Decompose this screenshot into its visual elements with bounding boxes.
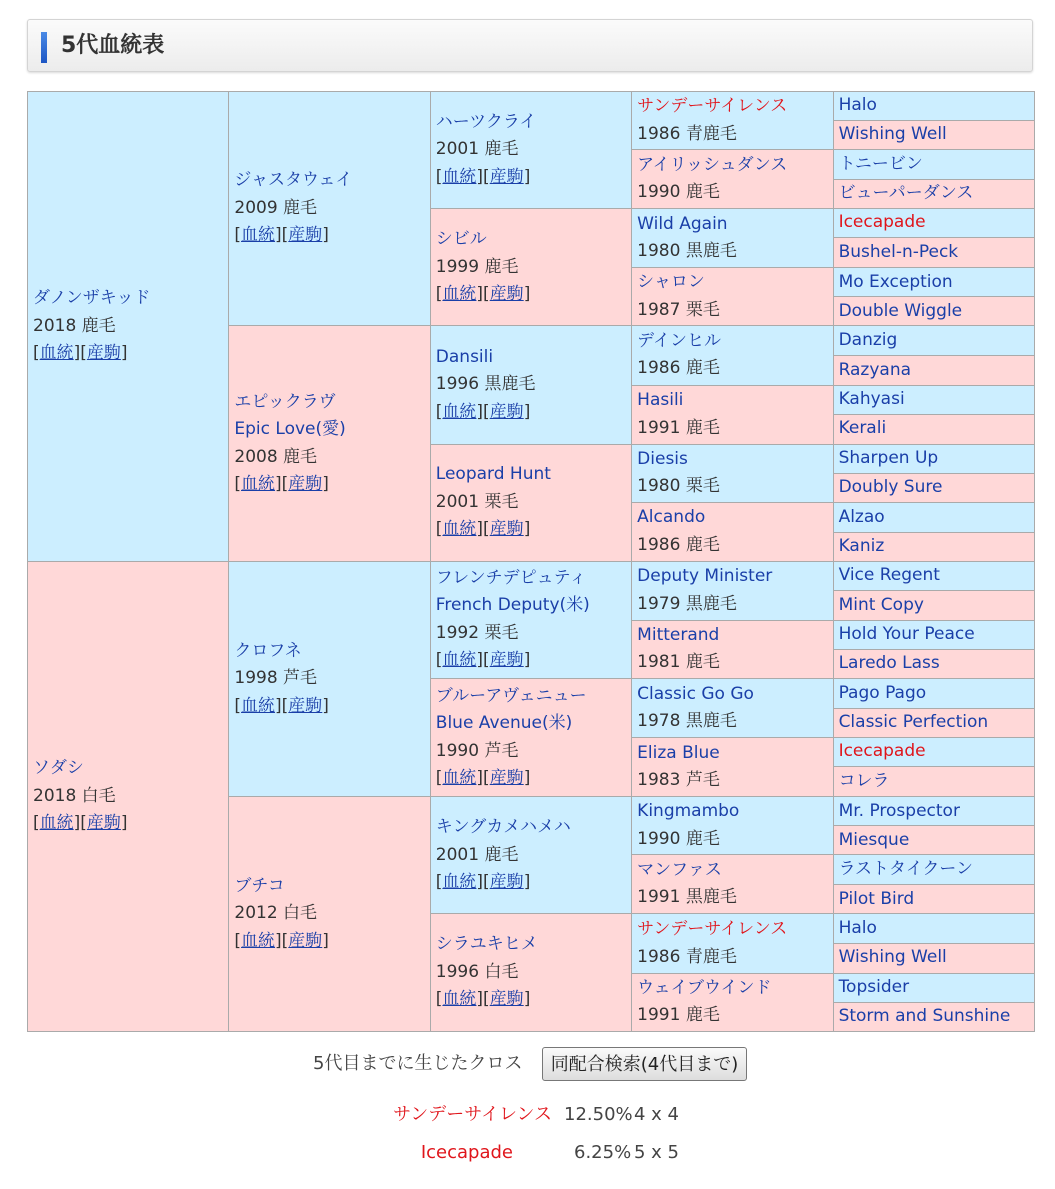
cross-percent: 12.50%	[564, 1104, 633, 1125]
horse-cell-gen5	[833, 92, 1034, 121]
horse-name-link[interactable]: Alcando	[637, 507, 706, 528]
horse-cell-gen5	[833, 973, 1034, 1002]
horse-cell-gen4	[632, 738, 833, 797]
horse-name-link[interactable]: ビューパーダンス	[838, 183, 974, 204]
horse-name-link[interactable]: Halo	[838, 917, 877, 938]
horse-name-link[interactable]: Topsider	[838, 976, 910, 997]
horse-name-link[interactable]: Sharpen Up	[838, 447, 939, 468]
horse-cell-gen1	[28, 92, 229, 562]
horse-cell-gen4	[632, 914, 833, 973]
offspring-link[interactable]: 産駒	[489, 519, 524, 540]
cross-item-1	[300, 1103, 552, 1127]
horse-links: [血統][産駒]	[435, 650, 531, 671]
horse-links: [血統][産駒]	[33, 343, 128, 364]
horse-cell-gen3	[430, 92, 631, 209]
horse-cell-gen4	[632, 973, 833, 1031]
horse-birth-coat: 1992 栗毛	[435, 622, 519, 643]
header-accent-bar	[41, 32, 47, 63]
pedigree-link[interactable]: 血統	[442, 401, 477, 422]
horse-cell-gen4	[632, 797, 833, 855]
horse-cell-gen4	[632, 502, 833, 561]
horse-cell-gen4	[632, 92, 833, 150]
horse-links: [血統][産駒]	[234, 474, 329, 495]
horse-birth-coat: 2008 鹿毛	[234, 446, 318, 467]
horse-name-link[interactable]: サンデーサイレンス	[637, 96, 788, 117]
horse-birth-coat: 1998 芦毛	[234, 668, 318, 689]
horse-cell-gen5	[833, 914, 1034, 943]
horse-cell-gen2	[229, 92, 430, 326]
horse-name-link[interactable]: トニービン	[838, 153, 923, 174]
horse-cell-gen5	[833, 297, 1034, 326]
horse-cell-gen2	[229, 797, 430, 1032]
horse-name-link[interactable]: ラストタイクーン	[838, 859, 974, 880]
horse-cell-gen5	[833, 238, 1034, 268]
horse-cell-gen4	[632, 326, 833, 385]
horse-links: [血統][産駒]	[33, 813, 128, 834]
horse-birth-coat: 1990 鹿毛	[637, 828, 720, 849]
horse-birth-coat: 1991 鹿毛	[637, 417, 720, 438]
horse-cell-gen3	[430, 914, 631, 1032]
cross-label: 5代目までに生じたクロス	[313, 1053, 523, 1074]
horse-cell-gen5	[833, 709, 1034, 738]
horse-birth-coat: 2001 鹿毛	[435, 139, 519, 160]
horse-name-link[interactable]: Hasili	[637, 390, 684, 411]
horse-cell-gen3	[430, 326, 631, 444]
horse-birth-coat: 1986 鹿毛	[637, 358, 720, 379]
horse-birth-coat: 1986 青鹿毛	[637, 123, 737, 144]
horse-name-link[interactable]: Danzig	[838, 330, 898, 351]
horse-birth-coat: 2012 白毛	[234, 903, 318, 924]
pedigree-row	[28, 561, 1035, 590]
horse-cell-gen5	[833, 590, 1034, 620]
horse-cell-gen4	[632, 620, 833, 678]
offspring-link[interactable]: 産駒	[489, 989, 524, 1010]
horse-name-link[interactable]: アイリッシュダンス	[637, 154, 788, 175]
horse-cell-gen4	[632, 444, 833, 502]
horse-name-link[interactable]: Double Wiggle	[838, 300, 963, 321]
horse-cell-gen5	[833, 268, 1034, 297]
horse-cell-gen5	[833, 885, 1034, 914]
offspring-link[interactable]: 産駒	[489, 872, 524, 893]
horse-name-link[interactable]: ウェイブウインド	[637, 977, 772, 998]
horse-cell-gen5	[833, 356, 1034, 385]
horse-cell-gen5	[833, 620, 1034, 649]
horse-cell-gen5	[833, 414, 1034, 444]
horse-links: [血統][産駒]	[234, 225, 329, 246]
horse-name-link[interactable]: Kingmambo	[637, 801, 740, 822]
horse-alt-name-link[interactable]: French Deputy(米)	[435, 595, 590, 616]
horse-alt-name-link[interactable]: Epic Love(愛)	[234, 419, 346, 440]
pedigree-link[interactable]: 血統	[442, 989, 477, 1010]
horse-name-link[interactable]: コレラ	[838, 770, 890, 791]
horse-name-link[interactable]: Mr. Prospector	[838, 800, 960, 821]
horse-name-link[interactable]: フレンチデピュティ	[435, 567, 587, 588]
horse-birth-coat: 1991 鹿毛	[637, 1005, 720, 1026]
pedigree-link[interactable]: 血統	[442, 519, 477, 540]
horse-birth-coat: 1996 白毛	[435, 961, 519, 982]
horse-birth-coat: 2001 栗毛	[435, 491, 519, 512]
horse-cell-gen5	[833, 649, 1034, 678]
horse-cell-gen5	[833, 121, 1034, 150]
pedigree-link[interactable]: 血統	[442, 166, 477, 187]
horse-cell-gen5	[833, 209, 1034, 238]
horse-name-link[interactable]: ダノンザキッド	[33, 288, 151, 309]
horse-name-link[interactable]: Pago Pago	[838, 682, 927, 703]
horse-name-link[interactable]: Wishing Well	[838, 947, 947, 968]
horse-cell-gen5	[833, 326, 1034, 356]
horse-birth-coat: 2001 鹿毛	[435, 844, 519, 865]
horse-name-link[interactable]: クロフネ	[234, 640, 302, 661]
horse-cell-gen3	[430, 679, 631, 797]
horse-cell-gen5	[833, 855, 1034, 885]
horse-birth-coat: 1999 鹿毛	[435, 256, 519, 277]
horse-name-link[interactable]: Classic Go Go	[637, 683, 754, 704]
pedigree-link[interactable]: 血統	[442, 650, 477, 671]
pedigree-link[interactable]: 血統	[241, 695, 276, 716]
offspring-link[interactable]: 産駒	[86, 813, 121, 834]
horse-cell-gen5	[833, 473, 1034, 502]
horse-links: [血統][産駒]	[435, 166, 531, 187]
horse-name-link[interactable]: Kaniz	[838, 536, 885, 557]
offspring-link[interactable]: 産駒	[86, 343, 121, 364]
horse-cell-gen1	[28, 561, 229, 1031]
horse-name-link[interactable]: シラユキヒメ	[435, 934, 538, 955]
horse-cell-gen5	[833, 679, 1034, 709]
offspring-link[interactable]: 産駒	[288, 930, 323, 951]
horse-birth-coat: 1978 黒鹿毛	[637, 711, 737, 732]
horse-cell-gen2	[229, 561, 430, 796]
horse-name-link[interactable]: Bushel-n-Peck	[838, 242, 959, 263]
horse-name-link[interactable]: キングカメハメハ	[435, 817, 571, 838]
cross-generation: 5 x 5	[634, 1142, 679, 1163]
offspring-link[interactable]: 産駒	[489, 284, 524, 305]
horse-links: [血統][産駒]	[435, 519, 531, 540]
horse-name-link[interactable]: Mint Copy	[838, 594, 924, 615]
offspring-link[interactable]: 産駒	[489, 768, 524, 789]
horse-name-link[interactable]: Hold Your Peace	[838, 624, 975, 645]
horse-links: [血統][産駒]	[435, 768, 531, 789]
horse-birth-coat: 1980 栗毛	[637, 476, 720, 497]
horse-birth-coat: 1991 黒鹿毛	[637, 887, 737, 908]
horse-name-link[interactable]: Icecapade	[838, 741, 926, 762]
horse-name-link[interactable]: ジャスタウェイ	[234, 170, 353, 191]
horse-cell-gen4	[632, 268, 833, 326]
horse-links: [血統][産駒]	[234, 695, 329, 716]
horse-links: [血統][産駒]	[435, 989, 531, 1010]
horse-birth-coat: 1986 青鹿毛	[637, 946, 737, 967]
horse-name-link[interactable]: Kerali	[838, 418, 887, 439]
horse-cell-gen5	[833, 826, 1034, 855]
horse-name-link[interactable]: ブルーアヴェニュー	[435, 685, 587, 706]
horse-name-link[interactable]: Pilot Bird	[838, 888, 915, 909]
horse-name-link[interactable]: マンファス	[637, 859, 722, 880]
horse-cell-gen5	[833, 943, 1034, 973]
horse-name-link[interactable]: デインヒル	[637, 330, 721, 351]
section-header	[27, 19, 1033, 72]
cross-horse-name[interactable]: Icecapade	[420, 1142, 513, 1163]
same-mating-search-button[interactable]: 同配合検索(4代目まで)	[542, 1047, 747, 1081]
horse-birth-coat: 1981 鹿毛	[637, 652, 720, 673]
horse-name-link[interactable]: Storm and Sunshine	[838, 1006, 1011, 1027]
pedigree-link[interactable]: 血統	[241, 474, 276, 495]
horse-name-link[interactable]: Mitterand	[637, 624, 720, 645]
horse-birth-coat: 1986 鹿毛	[637, 534, 720, 555]
horse-links: [血統][産駒]	[435, 284, 531, 305]
horse-name-link[interactable]: ソダシ	[33, 758, 84, 779]
offspring-link[interactable]: 産駒	[288, 695, 323, 716]
horse-name-link[interactable]: Wild Again	[637, 213, 728, 234]
horse-name-link[interactable]: Wishing Well	[838, 124, 947, 145]
horse-cell-gen3	[430, 561, 631, 678]
horse-name-link[interactable]: Dansili	[435, 346, 494, 367]
horse-cell-gen5	[833, 180, 1034, 209]
pedigree-link[interactable]: 血統	[442, 768, 477, 789]
horse-cell-gen5	[833, 150, 1034, 180]
horse-cell-gen4	[632, 855, 833, 914]
cross-horse-name[interactable]: サンデーサイレンス	[393, 1104, 552, 1125]
horse-name-link[interactable]: Miesque	[838, 829, 910, 850]
horse-birth-coat: 1987 栗毛	[637, 299, 720, 320]
page-title: 5代血統表	[61, 33, 165, 58]
horse-cell-gen4	[632, 209, 833, 268]
horse-name-link[interactable]: サンデーサイレンス	[637, 919, 788, 939]
horse-cell-gen4	[632, 150, 833, 209]
horse-cell-gen4	[632, 679, 833, 738]
horse-name-link[interactable]: シビル	[435, 229, 487, 250]
horse-links: [血統][産駒]	[435, 401, 531, 422]
horse-cell-gen3	[430, 797, 631, 914]
horse-birth-coat: 2018 白毛	[33, 785, 116, 806]
horse-name-link[interactable]: シャロン	[637, 272, 705, 293]
pedigree-link[interactable]: 血統	[39, 343, 74, 364]
horse-name-link[interactable]: Kahyasi	[838, 388, 905, 409]
horse-name-link[interactable]: Classic Perfection	[838, 712, 989, 733]
horse-name-link[interactable]: エピックラヴ	[234, 391, 336, 412]
horse-name-link[interactable]: ハーツクライ	[435, 111, 537, 132]
horse-cell-gen5	[833, 502, 1034, 532]
cross-item-2	[300, 1141, 513, 1165]
horse-name-link[interactable]: Halo	[838, 95, 877, 116]
horse-cell-gen5	[833, 767, 1034, 797]
horse-cell-gen5	[833, 385, 1034, 414]
horse-cell-gen5	[833, 738, 1034, 767]
offspring-link[interactable]: 産駒	[489, 401, 524, 422]
horse-cell-gen4	[632, 561, 833, 620]
horse-name-link[interactable]: Deputy Minister	[637, 566, 773, 587]
horse-name-link[interactable]: Alzao	[838, 506, 885, 527]
pedigree-link[interactable]: 血統	[241, 930, 276, 951]
cross-percent: 6.25%	[574, 1142, 632, 1163]
horse-alt-name-link[interactable]: Blue Avenue(米)	[435, 713, 573, 734]
horse-cell-gen5	[833, 797, 1034, 826]
horse-name-link[interactable]: Razyana	[838, 359, 912, 380]
pedigree-link[interactable]: 血統	[39, 813, 74, 834]
cross-generation: 4 x 4	[634, 1104, 679, 1125]
offspring-link[interactable]: 産駒	[489, 650, 524, 671]
pedigree-link[interactable]: 血統	[241, 225, 276, 246]
horse-name-link[interactable]: Vice Regent	[838, 565, 940, 586]
pedigree-link[interactable]: 血統	[442, 872, 477, 893]
horse-name-link[interactable]: Leopard Hunt	[435, 464, 551, 485]
horse-cell-gen3	[430, 209, 631, 326]
horse-cell-gen4	[632, 385, 833, 444]
horse-cell-gen3	[430, 444, 631, 561]
horse-birth-coat: 1990 鹿毛	[637, 182, 720, 203]
horse-name-link[interactable]: Laredo Lass	[838, 653, 940, 674]
offspring-link[interactable]: 産駒	[288, 474, 323, 495]
horse-name-link[interactable]: Diesis	[637, 448, 688, 469]
horse-name-link[interactable]: Mo Exception	[838, 271, 953, 292]
horse-name-link[interactable]: Eliza Blue	[637, 742, 720, 763]
horse-birth-coat: 1996 黒鹿毛	[435, 374, 536, 395]
pedigree-row	[28, 92, 1035, 121]
horse-birth-coat: 1979 黒鹿毛	[637, 593, 737, 614]
horse-cell-gen5	[833, 532, 1034, 561]
horse-links: [血統][産駒]	[234, 930, 329, 951]
horse-birth-coat: 2009 鹿毛	[234, 197, 318, 218]
horse-cell-gen2	[229, 326, 430, 561]
horse-cell-gen5	[833, 561, 1034, 590]
horse-name-link[interactable]: Icecapade	[838, 212, 926, 233]
horse-links: [血統][産駒]	[435, 872, 531, 893]
horse-birth-coat: 1990 芦毛	[435, 740, 519, 761]
horse-cell-gen5	[833, 444, 1034, 473]
horse-name-link[interactable]: ブチコ	[234, 875, 285, 896]
offspring-link[interactable]: 産駒	[288, 225, 323, 246]
horse-cell-gen5	[833, 1002, 1034, 1031]
horse-birth-coat: 1983 芦毛	[637, 770, 720, 791]
offspring-link[interactable]: 産駒	[489, 166, 524, 187]
horse-birth-coat: 2018 鹿毛	[33, 315, 116, 336]
pedigree-table	[27, 91, 1035, 1032]
horse-birth-coat: 1980 黒鹿毛	[637, 241, 737, 262]
horse-name-link[interactable]: Doubly Sure	[838, 476, 943, 497]
pedigree-link[interactable]: 血統	[442, 284, 477, 305]
